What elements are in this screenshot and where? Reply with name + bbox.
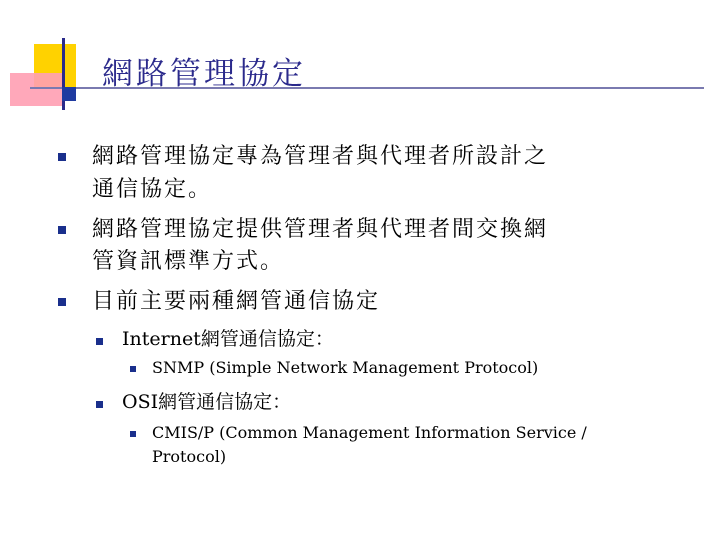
slide-title: 網路管理協定 [102, 56, 306, 92]
square-bullet-icon [58, 153, 66, 161]
square-bullet-icon [130, 366, 136, 372]
sub-sub-bullet-cmisp-line-2: Protocol) [152, 447, 227, 466]
decor-pink-rect [10, 73, 62, 106]
sub-bullet-osi: OSI網管通信協定： [122, 391, 292, 413]
square-bullet-icon [96, 401, 103, 408]
sub-sub-bullet-snmp: SNMP (Simple Network Management Protocol) [152, 358, 539, 377]
bullet-3-line-1: 目前主要兩種網管通信協定 [92, 289, 381, 314]
sub-bullet-internet: Internet網管通信協定： [122, 328, 334, 350]
bullet-1-line-1: 網路管理協定專為管理者與代理者所設計之 [92, 144, 549, 169]
bullet-1-line-2: 通信協定。 [92, 177, 213, 202]
square-bullet-icon [58, 298, 66, 306]
square-bullet-icon [58, 226, 66, 234]
bullet-2-line-1: 網路管理協定提供管理者與代理者間交換網 [92, 217, 549, 242]
square-bullet-icon [96, 338, 103, 345]
decor-blue-square [62, 87, 76, 101]
bullet-2-line-2: 管資訊標準方式。 [92, 249, 285, 274]
sub-sub-bullet-cmisp-line-1: CMIS/P (Common Management Information Service / [152, 423, 587, 442]
square-bullet-icon [130, 431, 136, 437]
